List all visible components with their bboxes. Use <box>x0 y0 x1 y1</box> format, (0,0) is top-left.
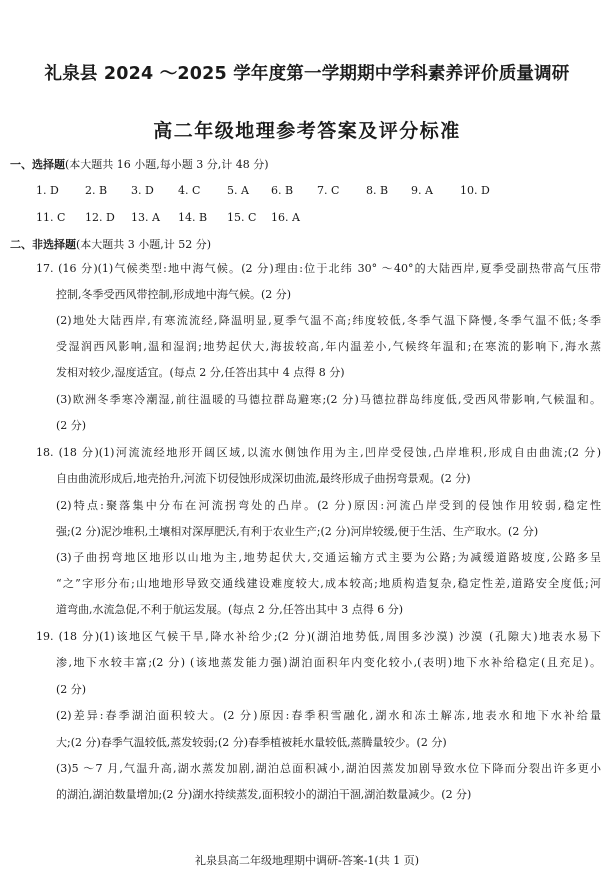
mc-answer: 7. C <box>317 184 340 197</box>
mc-answer: 8. B <box>366 184 389 197</box>
document-title: 礼泉县 2024 ～2025 学年度第一学期期中学科素养评价质量调研 <box>44 64 570 84</box>
document-subtitle: 高二年级地理参考答案及评分标准 <box>153 120 461 142</box>
mc-answer: 14. B <box>178 211 208 224</box>
mc-answer: 13. A <box>131 211 160 224</box>
section2-heading: 二、非选择题 <box>10 238 76 251</box>
answer-line: (2)差异:春季湖泊面积较大。(2 分)原因:春季积雪融化,湖水和冻土解冻,地表水和地下水补给量 <box>56 709 601 722</box>
section2-note: (本大题共 3 小题,计 52 分) <box>76 238 212 251</box>
answer-line: (3)5 ～7 月,气温升高,湖水蒸发加剧,湖泊总面积减小,湖泊因蒸发加剧导致水位下降而分裂出许多更小 <box>56 762 601 775</box>
mc-answer: 3. D <box>131 184 154 197</box>
answer-line: (2)特点:聚落集中分布在河流拐弯处的凸岸。(2 分)原因:河流凸岸受到的侵蚀作用较弱,稳定性 <box>56 499 601 512</box>
answer-line: 的湖泊,湖泊数量增加;(2 分)湖水持续蒸发,面积较小的湖泊干涸,湖泊数量减少。(2 分) <box>56 788 472 801</box>
mc-answer: 16. A <box>271 211 300 224</box>
answer-line: (2 分) <box>56 419 87 432</box>
mc-answer: 6. B <box>271 184 294 197</box>
mc-answer: 1. D <box>36 184 59 197</box>
answer-line: 自由曲流形成后,地壳抬升,河流下切侵蚀形成深切曲流,最终形成子曲拐弯景观。(2 分) <box>56 472 471 485</box>
mc-answer: 11. C <box>36 211 66 224</box>
answer-line: 17. (16 分)(1)气候类型:地中海气候。(2 分)理由:位于北纬 30° ～40°的大陆西岸,夏季受副热带高气压带 <box>36 262 601 275</box>
section1-heading: 一、选择题 <box>10 158 65 171</box>
answer-line: 19. (18 分)(1)该地区气候干旱,降水补给少;(2 分)(湖泊地势低,周围多沙漠) 沙漠 (孔隙大)地表水易下 <box>36 630 601 643</box>
answer-line: 发相对较少,湿度适宜。(每点 2 分,任答出其中 4 点得 8 分) <box>56 366 345 379</box>
mc-answer: 4. C <box>178 184 201 197</box>
answer-line: (3)欧洲冬季寒冷潮湿,前往温暖的马德拉群岛避寒;(2 分)马德拉群岛纬度低,受西风带影响,气候温和。 <box>56 393 601 406</box>
answer-line: 控制,冬季受西风带控制,形成地中海气候。(2 分) <box>56 288 292 301</box>
answer-line: “之”字形分布;山地地形导致交通线建设难度较大,成本较高;地质构造复杂,稳定性差,道路安全度低;河 <box>56 577 601 590</box>
answer-line: 受湿润西风影响,温和湿润;地势起伏大,海拔较高,年内温差小,气候终年温和;在寒流的影响下,海水蒸 <box>56 340 601 353</box>
mc-answer: 5. A <box>227 184 249 197</box>
answer-line: 道弯曲,水流急促,不利于航运发展。(每点 2 分,任答出其中 3 点得 6 分) <box>56 603 404 616</box>
mc-answer: 15. C <box>227 211 257 224</box>
mc-answer: 9. A <box>411 184 433 197</box>
section2-heading-row <box>10 236 211 252</box>
answer-line: 大;(2 分)春季气温较低,蒸发较弱;(2 分)春季植被耗水量较低,蒸腾量较少。(2 分) <box>56 736 447 749</box>
answer-line: (2)地处大陆西岸,有寒流流经,降温明显,夏季气温不高;纬度较低,冬季气温下降慢,冬季气温不低;冬季 <box>56 314 601 327</box>
mc-answer: 10. D <box>460 184 490 197</box>
answer-line: 渗,地下水较丰富;(2 分) (该地蒸发能力强)湖泊面积年内变化较小,(表明)地下水补给稳定(且充足)。 <box>56 656 601 669</box>
answer-line: (2 分) <box>56 683 87 696</box>
mc-answer: 12. D <box>85 211 115 224</box>
section1-note: (本大题共 16 小题,每小题 3 分,计 48 分) <box>65 158 269 171</box>
page-footer: 礼泉县高二年级地理期中调研-答案-1(共 1 页) <box>194 854 419 867</box>
answer-line: 18. (18 分)(1)河流流经地形开阔区域,以流水侧蚀作用为主,凹岸受侵蚀,凸岸堆积,形成自由曲流;(2 分) <box>36 446 601 459</box>
answer-line: (3)子曲拐弯地区地形以山地为主,地势起伏大,交通运输方式主要为公路;为减缓道路坡度,公路多呈 <box>56 551 601 564</box>
section1-heading-row <box>10 156 269 172</box>
answer-line: 强;(2 分)泥沙堆积,土壤相对深厚肥沃,有利于农业生产;(2 分)河岸较缓,便于生活、生产取水。(2 分) <box>56 525 539 538</box>
mc-answer: 2. B <box>85 184 108 197</box>
